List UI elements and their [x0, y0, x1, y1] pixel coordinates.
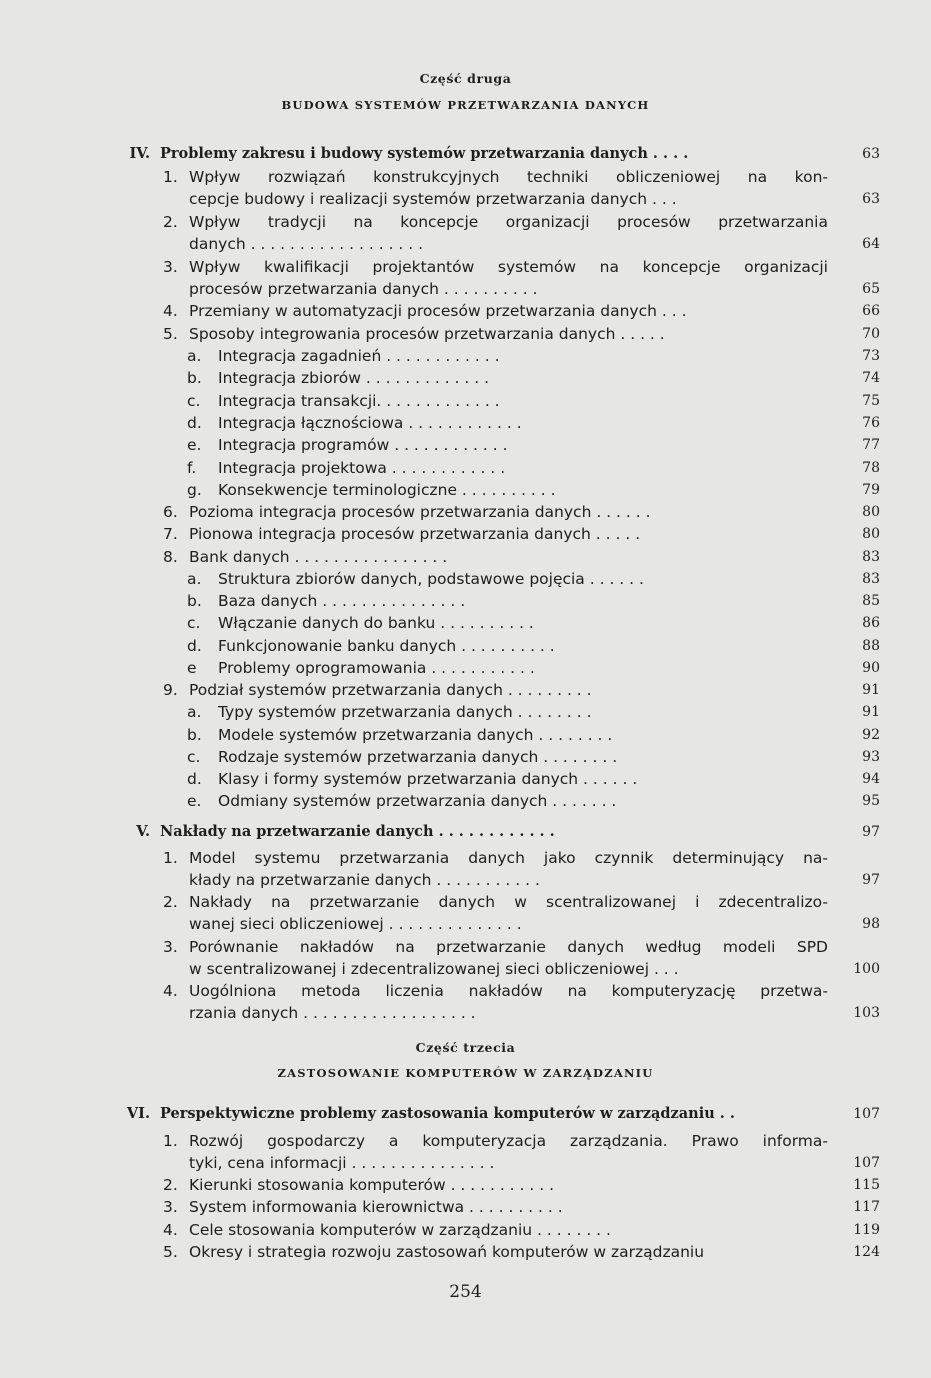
entry-title: Okresy i strategia rozwoju zastosowań komputerów w zarządzaniu	[189, 1243, 705, 1261]
toc-entry	[150, 345, 828, 367]
entry-number: d.	[187, 770, 202, 788]
toc-entry	[150, 1002, 828, 1024]
entry-number: 4.	[163, 1221, 178, 1239]
entry-number: 2.	[163, 893, 178, 911]
entry-title: Funkcjonowanie banku danych . . . . . . . . . .	[218, 637, 555, 655]
entry-page-number: 63	[862, 191, 880, 207]
entry-number: a.	[187, 347, 202, 365]
entry-title: Pozioma integracja procesów przetwarzania danych . . . . . .	[189, 503, 651, 521]
entry-title: Wpływ kwalifikacji projektantów systemów na koncepcje organizacji	[189, 258, 828, 276]
entry-number: e.	[187, 792, 202, 810]
entry-page-number: 90	[862, 660, 880, 676]
entry-title: Perspektywiczne problemy zastosowania komputerów w zarządzaniu . .	[160, 1105, 735, 1122]
entry-number: c.	[187, 748, 201, 766]
entry-page-number: 93	[862, 749, 880, 765]
part-three-title: ZASTOSOWANIE KOMPUTERÓW W ZARZĄDZANIU	[277, 1066, 654, 1080]
entry-title: Nakłady na przetwarzanie danych . . . . . . . . . . . .	[160, 823, 555, 840]
entry-title: danych . . . . . . . . . . . . . . . . . .	[189, 235, 424, 253]
entry-number: 4.	[163, 982, 178, 1000]
entry-number: 3.	[163, 1198, 178, 1216]
entry-title: Wpływ rozwiązań konstrukcyjnych techniki obliczeniowej na kon-	[189, 168, 828, 186]
toc-entry	[150, 913, 828, 935]
entry-number: 8.	[163, 548, 178, 566]
toc-entry	[150, 323, 828, 345]
entry-page-number: 77	[862, 437, 880, 453]
toc-entry	[150, 367, 828, 389]
entry-page-number: 95	[862, 793, 880, 809]
entry-title: Typy systemów przetwarzania danych . . . . . . . .	[218, 703, 592, 721]
entry-title: w scentralizowanej i zdecentralizowanej sieci obliczeniowej . . .	[189, 960, 679, 978]
toc-entry	[150, 891, 828, 913]
entry-page-number: 115	[853, 1177, 880, 1193]
entry-number: 1.	[163, 1132, 178, 1150]
entry-page-number: 103	[853, 1005, 880, 1021]
entry-number: 6.	[163, 503, 178, 521]
toc-entry	[150, 612, 828, 634]
entry-number: d.	[187, 637, 202, 655]
entry-number: 3.	[163, 258, 178, 276]
toc-entry	[150, 188, 828, 210]
entry-page-number: 78	[862, 460, 880, 476]
toc-entry	[150, 211, 828, 233]
entry-page-number: 119	[853, 1222, 880, 1238]
entry-title: cepcje budowy i realizacji systemów przetwarzania danych . . .	[189, 190, 677, 208]
toc-entry	[150, 501, 828, 523]
toc-entry	[150, 847, 828, 869]
entry-page-number: 80	[862, 526, 880, 542]
entry-number: 4.	[163, 302, 178, 320]
entry-number: b.	[187, 592, 202, 610]
toc-entry	[150, 390, 828, 412]
entry-number: 9.	[163, 681, 178, 699]
entry-number: 2.	[163, 1176, 178, 1194]
entry-page-number: 92	[862, 727, 880, 743]
toc-entry	[150, 256, 828, 278]
entry-page-number: 83	[862, 549, 880, 565]
chapter-entry	[118, 821, 828, 843]
entry-page-number: 97	[862, 872, 880, 888]
entry-title: Pionowa integracja procesów przetwarzania danych . . . . .	[189, 525, 641, 543]
chapter-entry	[118, 1103, 828, 1125]
toc-entry	[150, 701, 828, 723]
toc-entry	[150, 546, 828, 568]
toc-entry	[150, 568, 828, 590]
entry-title: Kierunki stosowania komputerów . . . . . . . . . . .	[189, 1176, 555, 1194]
entry-title: wanej sieci obliczeniowej . . . . . . . . . . . . . .	[189, 915, 522, 933]
entry-title: Porównanie nakładów na przetwarzanie danych według modeli SPD	[189, 938, 828, 956]
entry-title: procesów przetwarzania danych . . . . . . . . . .	[189, 280, 538, 298]
toc-entry	[150, 679, 828, 701]
entry-page-number: 74	[862, 370, 880, 386]
entry-page-number: 64	[862, 236, 880, 252]
entry-number: 7.	[163, 525, 178, 543]
entry-title: Modele systemów przetwarzania danych . . . . . . . .	[218, 726, 613, 744]
entry-number: c.	[187, 392, 201, 410]
entry-title: kłady na przetwarzanie danych . . . . . . . . . . .	[189, 871, 540, 889]
entry-title: rzania danych . . . . . . . . . . . . . . . . . .	[189, 1004, 476, 1022]
entry-number: 5.	[163, 1243, 178, 1261]
entry-page-number: 107	[853, 1155, 880, 1171]
toc-entry	[150, 457, 828, 479]
entry-title: Przemiany w automatyzacji procesów przetwarzania danych . . .	[189, 302, 687, 320]
entry-number: e.	[187, 436, 202, 454]
entry-page-number: 117	[853, 1199, 880, 1215]
entry-title: Integracja zbiorów . . . . . . . . . . . . .	[218, 369, 490, 387]
entry-number: b.	[187, 726, 202, 744]
entry-page-number: 66	[862, 303, 880, 319]
entry-page-number: 83	[862, 571, 880, 587]
entry-title: Podział systemów przetwarzania danych . . . . . . . . .	[189, 681, 592, 699]
entry-title: Integracja zagadnień . . . . . . . . . . . .	[218, 347, 500, 365]
toc-entry	[150, 768, 828, 790]
entry-number: a.	[187, 570, 202, 588]
entry-title: Integracja programów . . . . . . . . . . . .	[218, 436, 508, 454]
toc-entry	[150, 724, 828, 746]
toc-entry	[150, 635, 828, 657]
entry-page-number: 100	[853, 961, 880, 977]
entry-page-number: 98	[862, 916, 880, 932]
entry-number: IV.	[129, 145, 150, 162]
entry-title: Wpływ tradycji na koncepcje organizacji procesów przetwarzania	[189, 213, 828, 231]
entry-number: a.	[187, 703, 202, 721]
toc-entry	[150, 523, 828, 545]
chapter-entry	[118, 143, 828, 165]
entry-page-number: 63	[862, 146, 880, 162]
entry-number: b.	[187, 369, 202, 387]
toc-entry	[150, 1130, 828, 1152]
entry-title: Model systemu przetwarzania danych jako czynnik determinujący na-	[189, 849, 828, 867]
entry-page-number: 94	[862, 771, 880, 787]
toc-entry	[150, 300, 828, 322]
toc-entry	[150, 746, 828, 768]
toc-entry	[150, 1219, 828, 1241]
entry-page-number: 107	[853, 1106, 880, 1122]
entry-title: Struktura zbiorów danych, podstawowe pojęcia . . . . . .	[218, 570, 644, 588]
toc-entry	[150, 434, 828, 456]
entry-page-number: 91	[862, 682, 880, 698]
entry-title: Bank danych . . . . . . . . . . . . . . . .	[189, 548, 448, 566]
toc-entry	[150, 1196, 828, 1218]
entry-page-number: 65	[862, 281, 880, 297]
entry-page-number: 88	[862, 638, 880, 654]
toc-entry	[150, 1174, 828, 1196]
entry-page-number: 73	[862, 348, 880, 364]
entry-title: System informowania kierownictwa . . . . . . . . . .	[189, 1198, 563, 1216]
entry-number: V.	[136, 823, 150, 840]
entry-page-number: 97	[862, 824, 880, 840]
entry-title: tyki, cena informacji . . . . . . . . . . . . . . .	[189, 1154, 495, 1172]
toc-entry	[150, 412, 828, 434]
entry-number: e	[187, 659, 197, 677]
entry-page-number: 86	[862, 615, 880, 631]
toc-entry	[150, 958, 828, 980]
entry-title: Klasy i formy systemów przetwarzania danych . . . . . .	[218, 770, 638, 788]
entry-title: Rodzaje systemów przetwarzania danych . . . . . . . .	[218, 748, 618, 766]
entry-number: VI.	[126, 1105, 150, 1122]
entry-title: Integracja łącznościowa . . . . . . . . . . . .	[218, 414, 522, 432]
entry-title: Odmiany systemów przetwarzania danych . . . . . . .	[218, 792, 617, 810]
toc-entry	[150, 790, 828, 812]
entry-page-number: 75	[862, 393, 880, 409]
entry-page-number: 91	[862, 704, 880, 720]
entry-title: Rozwój gospodarczy a komputeryzacja zarządzania. Prawo informa-	[189, 1132, 828, 1150]
toc-entry	[150, 936, 828, 958]
toc-entry	[150, 233, 828, 255]
entry-title: Integracja projektowa . . . . . . . . . . . .	[218, 459, 506, 477]
entry-number: 2.	[163, 213, 178, 231]
entry-page-number: 76	[862, 415, 880, 431]
toc-entry	[150, 980, 828, 1002]
entry-number: 5.	[163, 325, 178, 343]
entry-title: Uogólniona metoda liczenia nakładów na komputeryzację przetwa-	[189, 982, 828, 1000]
entry-title: Cele stosowania komputerów w zarządzaniu . . . . . . . .	[189, 1221, 611, 1239]
entry-title: Integracja transakcji. . . . . . . . . . . . .	[218, 392, 500, 410]
part-two-title: BUDOWA SYSTEMÓW PRZETWARZANIA DANYCH	[281, 98, 650, 112]
entry-number: d.	[187, 414, 202, 432]
toc-entry	[150, 278, 828, 300]
entry-number: g.	[187, 481, 202, 499]
page-number: 254	[449, 1282, 482, 1302]
part-three-label: Część trzecia	[415, 1040, 516, 1055]
toc-entry	[150, 869, 828, 891]
toc-entry	[150, 479, 828, 501]
toc-entry	[150, 1152, 828, 1174]
entry-number: f.	[187, 459, 197, 477]
entry-page-number: 79	[862, 482, 880, 498]
entry-page-number: 124	[853, 1244, 880, 1260]
entry-title: Baza danych . . . . . . . . . . . . . . .	[218, 592, 466, 610]
toc-entry	[150, 1241, 828, 1263]
entry-number: 3.	[163, 938, 178, 956]
entry-page-number: 70	[862, 326, 880, 342]
entry-title: Sposoby integrowania procesów przetwarzania danych . . . . .	[189, 325, 665, 343]
entry-title: Nakłady na przetwarzanie danych w scentralizowanej i zdecentralizo-	[189, 893, 828, 911]
part-two-label: Część druga	[419, 71, 512, 86]
toc-entry	[150, 166, 828, 188]
entry-number: c.	[187, 614, 201, 632]
toc-entry	[150, 657, 828, 679]
entry-title: Konsekwencje terminologiczne . . . . . . . . . .	[218, 481, 556, 499]
entry-title: Problemy zakresu i budowy systemów przetwarzania danych . . . .	[160, 145, 689, 162]
toc-entry	[150, 590, 828, 612]
entry-title: Włączanie danych do banku . . . . . . . . . .	[218, 614, 534, 632]
entry-page-number: 80	[862, 504, 880, 520]
entry-title: Problemy oprogramowania . . . . . . . . . . .	[218, 659, 535, 677]
entry-number: 1.	[163, 849, 178, 867]
entry-page-number: 85	[862, 593, 880, 609]
entry-number: 1.	[163, 168, 178, 186]
